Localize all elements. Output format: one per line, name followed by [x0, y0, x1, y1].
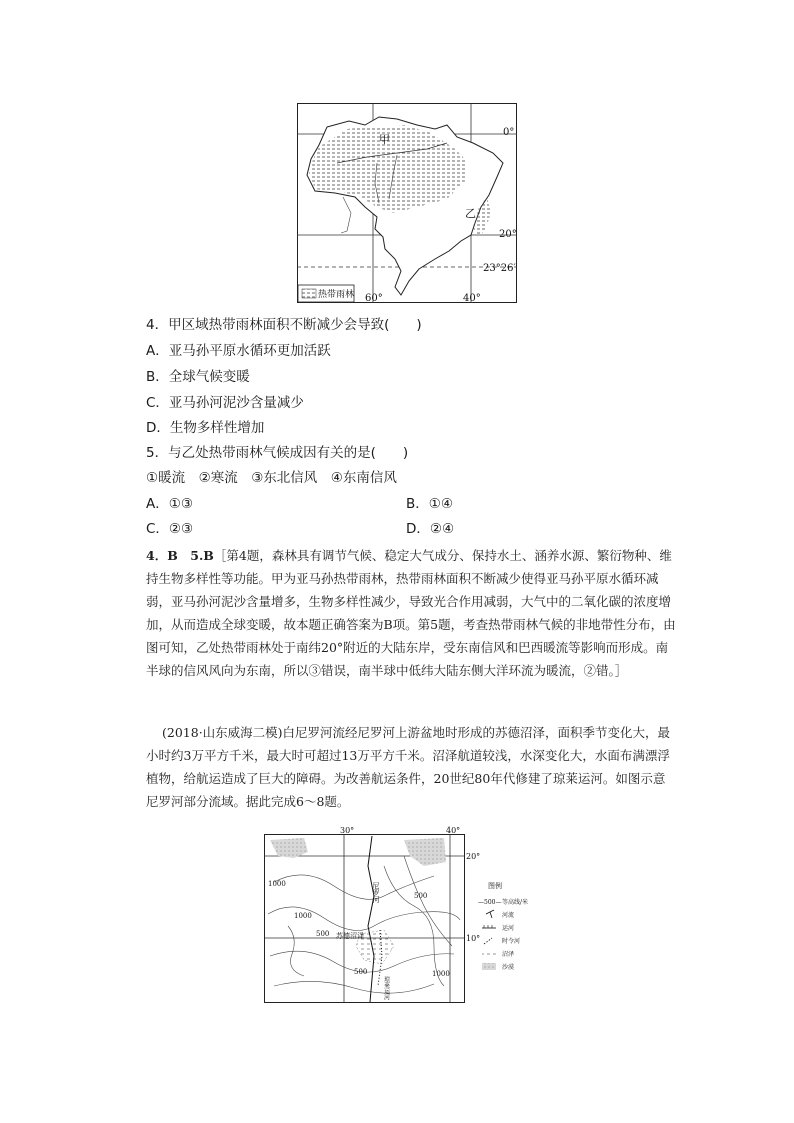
q5-items: ①暖流 ②寒流 ③东北信风 ④东南信风: [146, 470, 397, 486]
passage-source: (2018·山东威海二模): [162, 725, 283, 740]
legend-contour-sample: —500—: [478, 899, 502, 906]
lat-10-label: 10°: [466, 934, 481, 943]
contour-500-c: 500: [354, 968, 368, 976]
contour-1000-c: 1000: [432, 970, 450, 978]
passage-text: 白尼罗河流经尼罗河上游盆地时形成的苏德沼泽，面积季节变化大，最小时约3万平方千米，最大时可超过13万平方千米。沼泽航道较浅，水深变化大，水面布满漂浮植物，给航运造成了巨大的障碍。为改善航运条件，20世纪80年代修建了琼莱运河。如图示意尼罗河部分流域。据此完成6～8题。: [146, 725, 671, 809]
contour-500-a: 500: [316, 930, 330, 938]
contour-500-b: 500: [414, 892, 428, 900]
q5-option-b: B．①④: [406, 496, 453, 512]
answer-explanation: [146, 544, 676, 682]
answer-key: 4．B 5.B: [146, 548, 214, 563]
brazil-rainforest-map: [297, 103, 517, 303]
q5-option-d: D．②④: [406, 521, 455, 537]
q4-option-b: B．全球气候变暖: [146, 369, 250, 385]
sudd-label: 苏德沼泽: [336, 932, 364, 940]
legend-swamp: 沼泽: [502, 951, 515, 958]
q5-stem: 5．与乙处热带雨林气候成因有关的是( ): [146, 445, 409, 461]
answer-text: ［第4题，森林具有调节气候、稳定大气成分、保持水土、涵养水源、繁衍物种、维持生物多样性等功能。甲为亚马孙热带雨林，热带雨林面积不断减少使得亚马孙平原水循环减弱，亚马孙河泥沙含量增多，生物多样性减少，导致光合作用减弱，大气中的二氧化碳的浓度增加，从而造成全球变暖，故本题正确答案为B项。第5题，考查热带雨林气候的非地带性分布，由图可知，乙处热带雨林处于南纬20°附近的大陆东岸，受东南信风和巴西暖流等影响而形成。南半球的信风风向为东南，所以③错误，南半球中低纬大陆东侧大洋环流为暖流，②错。］: [146, 548, 676, 678]
lon-40-label: 40°: [463, 293, 481, 303]
lat-20-label: 20°: [466, 852, 481, 861]
legend-canal: 运河: [502, 925, 515, 932]
lon-30-label: 30°: [340, 826, 355, 835]
lon-60-label: 60°: [365, 293, 383, 303]
legend-rainforest: 热带雨林: [318, 290, 355, 300]
q4-option-a: A．亚马孙平原水循环更加活跃: [146, 343, 331, 359]
passage: [146, 721, 676, 813]
q4-option-c: C．亚马孙河泥沙含量减少: [146, 395, 304, 411]
label-yi: 乙: [465, 207, 476, 220]
legend-contour: 等高线/米: [502, 899, 529, 906]
lat-20-label: 20°: [499, 229, 517, 240]
nile-basin-map: [264, 826, 534, 1006]
contour-1000-a: 1000: [268, 880, 286, 888]
q5-option-a: A．①③: [146, 496, 193, 512]
map2-legend: [478, 881, 528, 971]
tropic-label: 23°26′: [483, 263, 516, 274]
q4-stem: 4．甲区域热带雨林面积不断减少会导致( ): [146, 317, 422, 333]
q4-option-d: D．生物多样性增加: [146, 420, 265, 436]
canal-label: 琼莱运河: [382, 976, 390, 1000]
q5-option-c: C．②③: [146, 521, 194, 537]
river-label: 尼罗河: [372, 882, 380, 903]
lat-0-label: 0°: [503, 127, 515, 138]
legend-desert: 沙漠: [502, 964, 515, 971]
legend-river: 河流: [502, 912, 515, 919]
legend-title: 图例: [488, 882, 502, 890]
lon-40-label: 40°: [446, 826, 461, 835]
contour-1000-b: 1000: [294, 912, 312, 920]
legend-seasonal-river: 时令河: [502, 938, 521, 945]
label-jia: 甲: [379, 133, 390, 146]
